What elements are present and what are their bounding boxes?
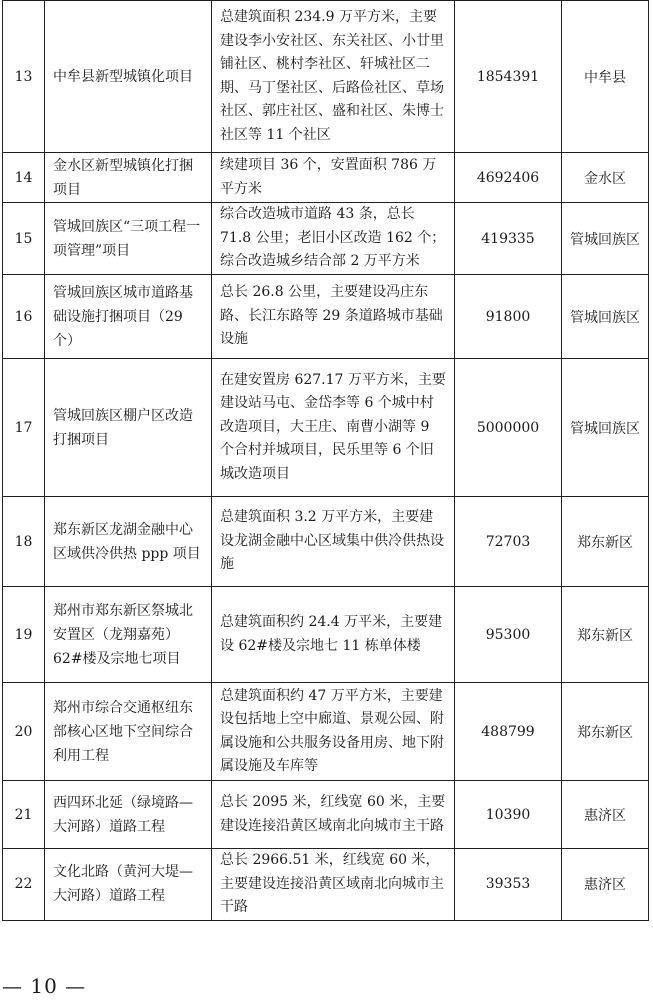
table-row	[3, 587, 649, 683]
table-row	[3, 359, 649, 497]
cell-region: 管城回族区	[562, 203, 649, 275]
cell-name: 中牟县新型城镇化项目	[45, 1, 212, 153]
cell-content: 总建筑面积约 24.4 万平米，主要建设 62#楼及宗地七 11 栋单体楼	[212, 587, 455, 683]
cell-invest: 95300	[455, 587, 562, 683]
cell-content: 总建筑面积 3.2 万平方米，主要建设龙湖金融中心区域集中供冷供热设施	[212, 497, 455, 587]
cell-name: 郑州市综合交通枢纽东部核心区地下空间综合利用工程	[45, 683, 212, 781]
cell-content: 总建筑面积 234.9 万平方米，主要建设李小安社区、东关社区、小廿里铺社区、桃村李社区、轩城社区二期、马丁堡社区、后路俭社区、草场社区、郭庄社区、盛和社区、朱博士社区等 11 个社区	[212, 1, 455, 153]
cell-invest: 488799	[455, 683, 562, 781]
cell-content: 综合改造城市道路 43 条，总长 71.8 公里；老旧小区改造 162 个；综合改造城乡结合部 2 万平方米	[212, 203, 455, 275]
cell-no: 17	[3, 359, 45, 497]
cell-region: 管城回族区	[562, 359, 649, 497]
cell-no: 14	[3, 153, 45, 203]
cell-content: 总长 2095 米，红线宽 60 米，主要建设连接沿黄区域南北向城市主干路	[212, 781, 455, 849]
cell-region: 郑东新区	[562, 497, 649, 587]
cell-region: 郑东新区	[562, 587, 649, 683]
cell-name: 金水区新型城镇化打捆项目	[45, 153, 212, 203]
project-table-body	[3, 1, 649, 921]
cell-no: 16	[3, 275, 45, 359]
cell-invest: 1854391	[455, 1, 562, 153]
cell-region: 惠济区	[562, 849, 649, 921]
cell-no: 20	[3, 683, 45, 781]
project-table	[2, 0, 649, 921]
cell-invest: 72703	[455, 497, 562, 587]
cell-name: 管城回族区城市道路基础设施打捆项目（29 个）	[45, 275, 212, 359]
cell-content: 续建项目 36 个，安置面积 786 万平方米	[212, 153, 455, 203]
table-row	[3, 781, 649, 849]
table-row	[3, 849, 649, 921]
cell-no: 21	[3, 781, 45, 849]
cell-name: 管城回族区“三项工程一项管理”项目	[45, 203, 212, 275]
cell-content: 总长 26.8 公里，主要建设冯庄东路、长江东路等 29 条道路城市基础设施	[212, 275, 455, 359]
cell-no: 19	[3, 587, 45, 683]
table-row	[3, 203, 649, 275]
cell-no: 13	[3, 1, 45, 153]
cell-invest: 10390	[455, 781, 562, 849]
cell-content: 总建筑面积约 47 万平方米，主要建设包括地上空中廊道、景观公园、附属设施和公共服务设备用房、地下附属设施及车库等	[212, 683, 455, 781]
cell-region: 管城回族区	[562, 275, 649, 359]
cell-region: 中牟县	[562, 1, 649, 153]
cell-name: 郑东新区龙湖金融中心区域供冷供热 ppp 项目	[45, 497, 212, 587]
cell-content: 在建安置房 627.17 万平方米，主要建设站马屯、金岱李等 6 个城中村改造项目，大王庄、南曹小湖等 9 个合村并城项目，民乐里等 6 个旧城改造项目	[212, 359, 455, 497]
cell-invest: 39353	[455, 849, 562, 921]
cell-region: 郑东新区	[562, 683, 649, 781]
cell-invest: 91800	[455, 275, 562, 359]
cell-region: 金水区	[562, 153, 649, 203]
cell-region: 惠济区	[562, 781, 649, 849]
cell-name: 管城回族区棚户区改造打捆项目	[45, 359, 212, 497]
cell-name: 西四环北延（绿境路—大河路）道路工程	[45, 781, 212, 849]
cell-invest: 419335	[455, 203, 562, 275]
table-row	[3, 497, 649, 587]
page-number: — 10 —	[2, 974, 87, 998]
cell-name: 文化北路（黄河大堤—大河路）道路工程	[45, 849, 212, 921]
table-row	[3, 683, 649, 781]
cell-no: 15	[3, 203, 45, 275]
cell-invest: 4692406	[455, 153, 562, 203]
table-row	[3, 153, 649, 203]
table-row	[3, 1, 649, 153]
cell-no: 18	[3, 497, 45, 587]
cell-no: 22	[3, 849, 45, 921]
table-row	[3, 275, 649, 359]
cell-invest: 5000000	[455, 359, 562, 497]
cell-content: 总长 2966.51 米，红线宽 60 米，主要建设连接沿黄区域南北向城市主干路	[212, 849, 455, 921]
cell-name: 郑州市郑东新区祭城北安置区（龙翔嘉苑）62#楼及宗地七项目	[45, 587, 212, 683]
